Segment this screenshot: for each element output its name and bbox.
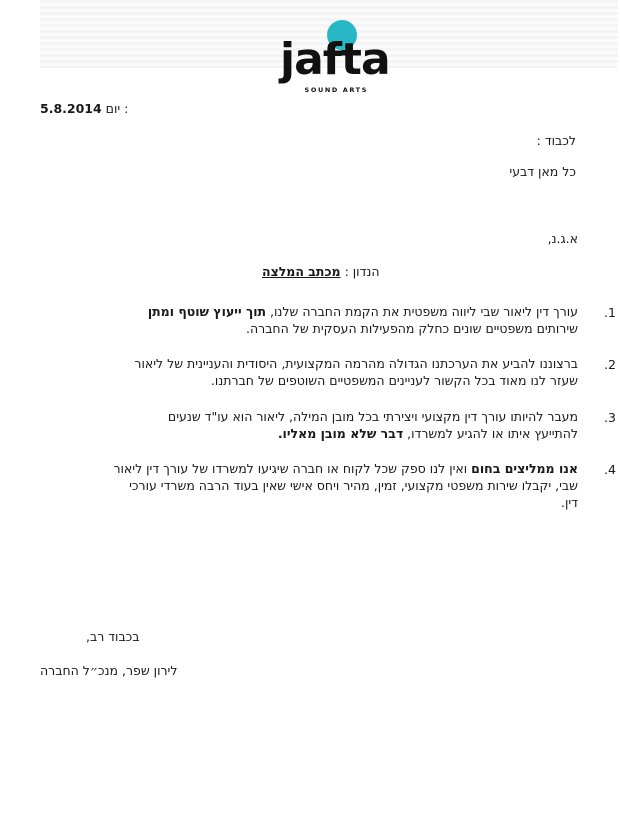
paragraph-emphasis: דבר שלא מובן מאליו.	[277, 426, 404, 441]
date-value: 5.8.2014	[40, 101, 102, 116]
paragraph-text: דין.	[561, 495, 578, 510]
subject-line	[262, 264, 380, 279]
paragraph-text: להתייעץ איתו או להגיע למשרדו,	[407, 426, 578, 441]
paragraph-text: שבי, יקבלו שירות משפטי מקצועי, זמין, מהיר ויחס אישי שאין בעוד הרבה משרדי עורכי	[129, 478, 578, 493]
paragraph-4	[30, 460, 578, 511]
closing-regards: בכבוד רב,	[86, 629, 140, 644]
paragraph-number: .4	[604, 462, 616, 477]
paragraph-number: .1	[604, 305, 616, 320]
paragraph-3	[30, 408, 578, 442]
paragraph-emphasis: תוך ייעוץ שוטף ומתן	[147, 304, 267, 319]
signature: לירון שפר, מנכ״ל החברה	[40, 663, 178, 678]
date-label: יום :	[105, 101, 129, 116]
recipient-honorific: לכבוד :	[536, 133, 576, 148]
paragraph-text: עורך דין ליאור שבי ליווה משפטית את הקמת החברה שלנו,	[270, 304, 578, 319]
paragraph-text: ואין לנו ספק שכל לקוח או חברה שיגיעו למשרדו של עורך דין ליאור	[113, 461, 468, 476]
paragraph-text: מעבר להיותו עורך דין מקצועי ויצירתי בכל מובן המילה, ליאור הוא עו"ד שנעים	[167, 409, 578, 424]
paragraph-emphasis: אנו ממליצים בחום	[471, 461, 578, 476]
paragraph-text: ברצוננו להביע את הערכתנו הגדולה מהרמה המקצועית, היסודית והעניינית של ליאור	[134, 356, 578, 371]
paragraph-2	[30, 355, 578, 389]
paragraph-text: שעזר לנו מאוד בכל הקשור לעניינים המשפטיים השוטפים של חברתנו.	[210, 373, 578, 388]
logo-subtitle: SOUND ARTS	[304, 86, 368, 94]
recipient-name: כל מאן דבעי	[509, 164, 576, 179]
paragraph-number: .3	[604, 410, 616, 425]
paragraph-text: שירותים משפטיים שונים כחלק מהפעילות העסקית של החברה.	[246, 321, 578, 336]
date-row	[40, 101, 128, 116]
salutation: א.ג.נ,	[547, 231, 578, 246]
paragraph-1	[30, 303, 578, 337]
paragraph-number: .2	[604, 357, 616, 372]
subject-value: מכתב המלצה	[262, 264, 341, 279]
company-logo	[280, 14, 390, 96]
subject-label: הנדון :	[344, 264, 380, 279]
logo-wordmark: jafta	[280, 34, 390, 85]
